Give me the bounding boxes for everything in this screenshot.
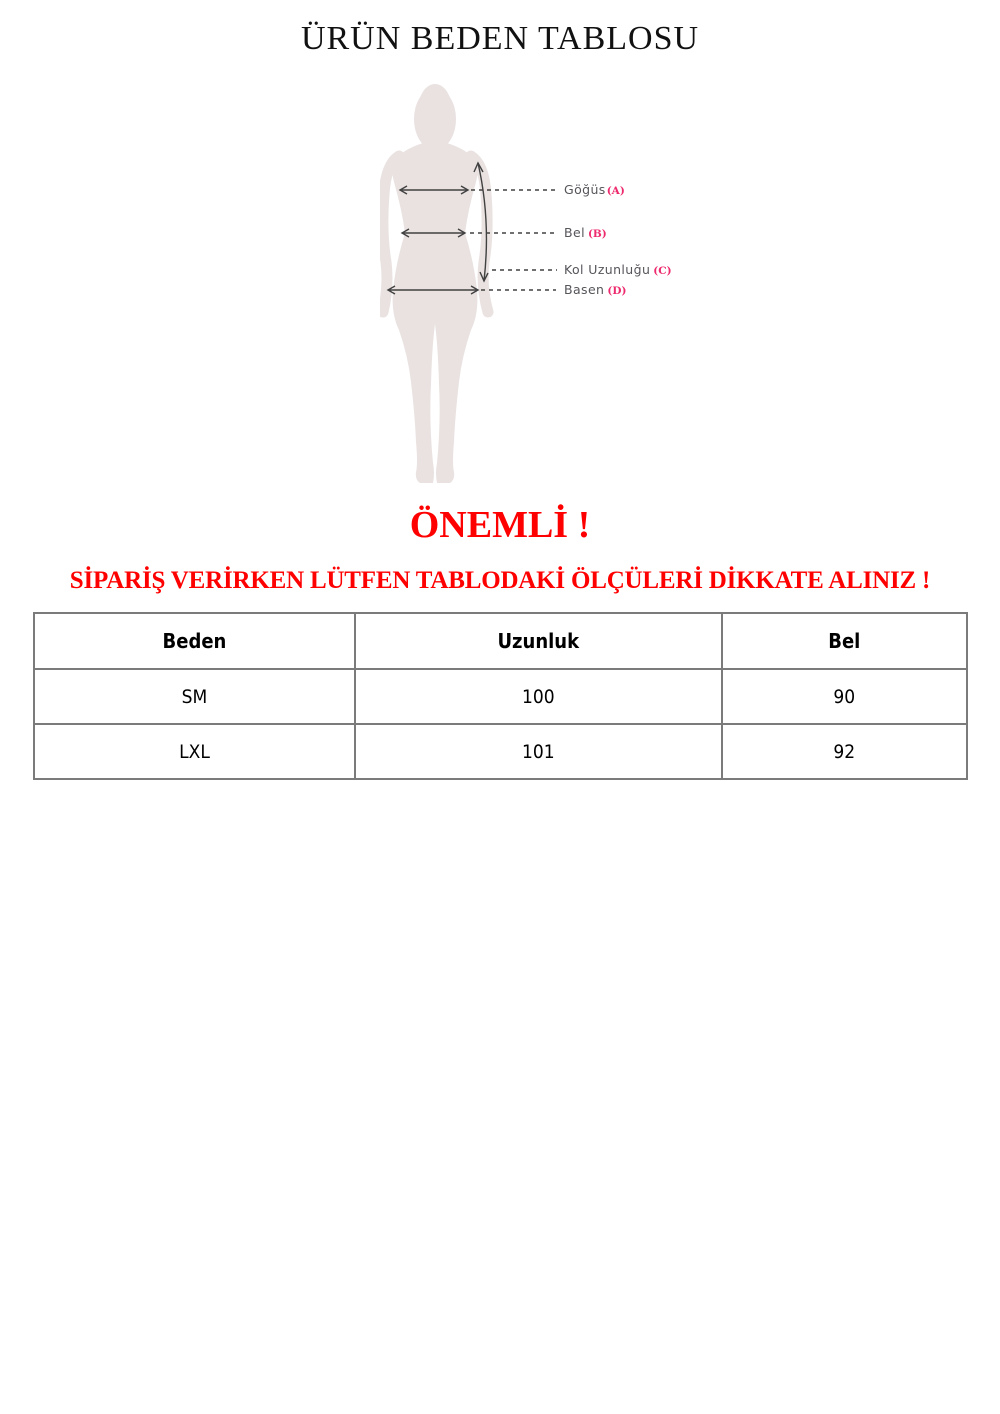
body-measurement-diagram <box>380 72 680 492</box>
arm-length-code: (C) <box>653 265 672 277</box>
cell-waist: 90 <box>722 669 967 724</box>
page-title: ÜRÜN BEDEN TABLOSU <box>300 20 700 57</box>
order-warning-text: SİPARİŞ VERİRKEN LÜTFEN TABLODAKİ ÖLÇÜLERİ DİKKATE ALINIZ ! <box>69 567 931 594</box>
female-silhouette <box>383 84 488 483</box>
header-bel: Bel <box>722 613 967 669</box>
cell-size: SM <box>34 669 355 724</box>
waist-label: Bel (B) <box>564 225 607 240</box>
header-beden: Beden <box>34 613 355 669</box>
body-measurement-svg <box>380 72 680 492</box>
waist-code: (B) <box>587 228 607 240</box>
important-heading: ÖNEMLİ ! <box>409 504 591 546</box>
header-uzunluk: Uzunluk <box>355 613 722 669</box>
chest-label: Göğüs(A) <box>564 182 625 197</box>
cell-length: 101 <box>355 724 722 779</box>
table-row-lxl <box>34 724 967 779</box>
size-table <box>33 612 968 780</box>
cell-size: LXL <box>34 724 355 779</box>
table-row-sm <box>34 669 967 724</box>
arm-length-label: Kol Uzunluğu (C) <box>564 262 672 277</box>
hip-code: (D) <box>607 285 627 297</box>
cell-waist: 92 <box>722 724 967 779</box>
measurement-labels <box>564 182 672 297</box>
size-table-header-row <box>34 613 967 669</box>
cell-length: 100 <box>355 669 722 724</box>
chest-code: (A) <box>606 185 625 197</box>
hip-label: Basen (D) <box>564 282 627 297</box>
size-table-container <box>33 612 968 780</box>
